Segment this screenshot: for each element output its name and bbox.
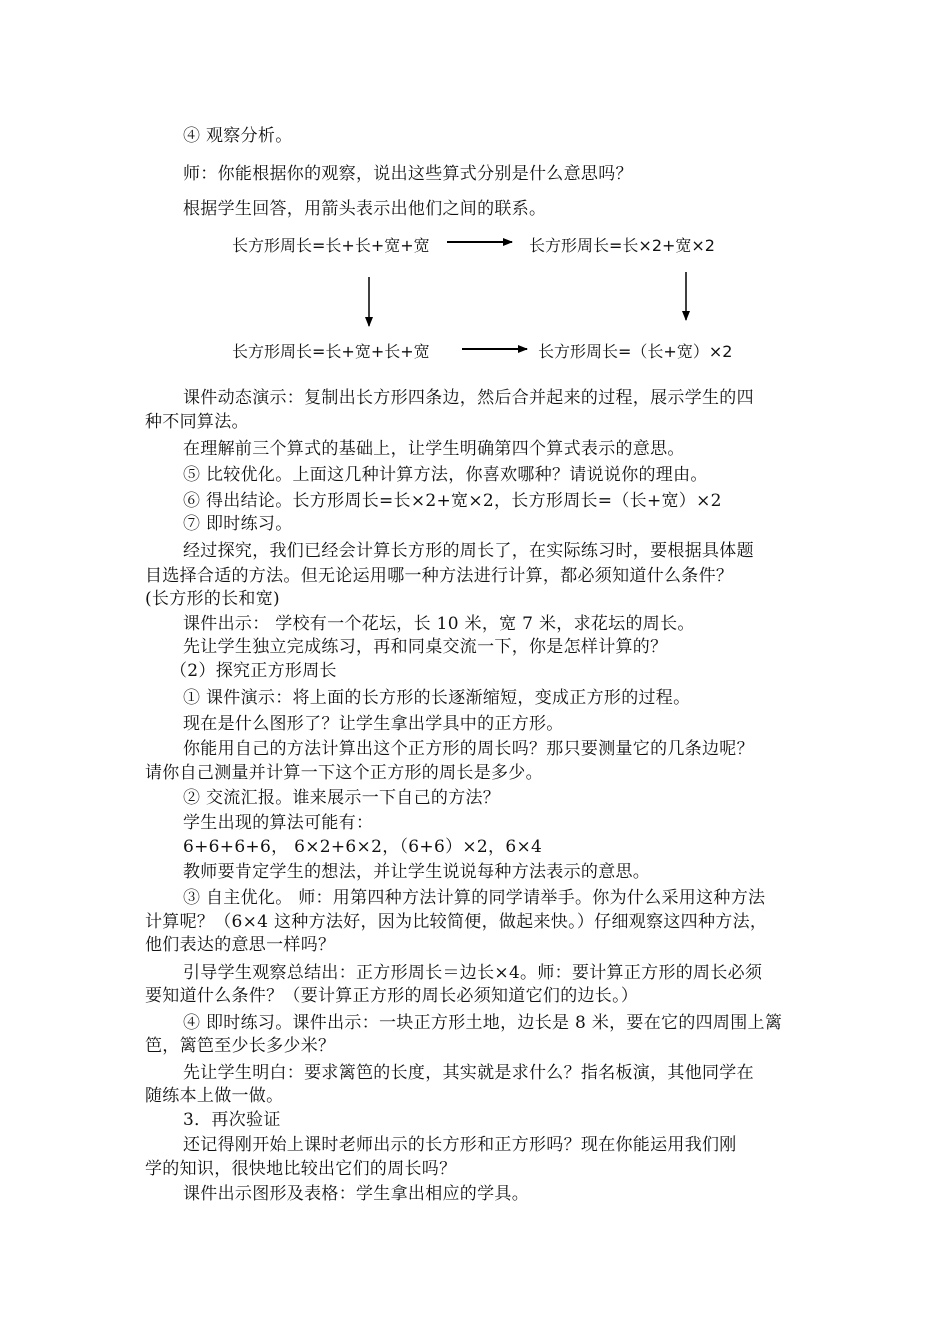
diagram-arrows bbox=[0, 222, 950, 372]
teacher-question: 师：你能根据你的观察，说出这些算式分别是什么意思吗？ bbox=[183, 164, 633, 184]
paragraph-line: ⑥ 得出结论。长方形周长=长×2+宽×2，长方形周长=（长+宽）×2 bbox=[183, 491, 722, 511]
paragraph-line: 学的知识，很快地比较出它们的周长吗？ bbox=[145, 1159, 457, 1179]
paragraph-line: 计算呢？（6×4 这种方法好，因为比较简便，做起来快。）仔细观察这四种方法， bbox=[145, 912, 768, 932]
paragraph-line: 还记得刚开始上课时老师出示的长方形和正方形吗？现在你能运用我们刚 bbox=[183, 1135, 737, 1155]
paragraph-line: 经过探究，我们已经会计算长方形的周长了，在实际练习时，要根据具体题 bbox=[183, 541, 754, 561]
formula-bottom-right: 长方形周长=（长+宽）×2 bbox=[538, 342, 733, 361]
step-observe-analyze: ④ 观察分析。 bbox=[183, 126, 293, 146]
paragraph-line: 教师要肯定学生的想法，并让学生说说每种方法表示的意思。 bbox=[183, 862, 651, 882]
paragraph-line: 课件出示： 学校有一个花坛，长 10 米，宽 7 米，求花坛的周长。 bbox=[183, 614, 695, 634]
section-heading: 3．再次验证 bbox=[183, 1110, 281, 1130]
paragraph-line: ④ 即时练习。课件出示：一块正方形土地，边长是 8 米，要在它的四周围上篱 bbox=[183, 1013, 783, 1033]
paragraph-line: 先让学生独立完成练习，再和同桌交流一下，你是怎样计算的？ bbox=[183, 637, 668, 657]
formula-top-left: 长方形周长=长+长+宽+宽 bbox=[232, 236, 430, 255]
paragraph-line: 现在是什么图形了？让学生拿出学具中的正方形。 bbox=[183, 714, 564, 734]
paragraph-line: 随练本上做一做。 bbox=[145, 1086, 284, 1106]
formula-arrow-diagram bbox=[0, 222, 950, 372]
paragraph-line: 先让学生明白：要求篱笆的长度，其实就是求什么？指名板演，其他同学在 bbox=[183, 1063, 754, 1083]
paragraph-line: 课件动态演示：复制出长方形四条边，然后合并起来的过程，展示学生的四 bbox=[183, 388, 754, 408]
paragraph-line: 学生出现的算法可能有： bbox=[183, 813, 374, 833]
formula-bottom-left: 长方形周长=长+宽+长+宽 bbox=[232, 342, 430, 361]
paragraph-line: 笆，篱笆至少长多少米？ bbox=[145, 1036, 336, 1056]
paragraph-line: 你能用自己的方法计算出这个正方形的周长吗？那只要测量它的几条边呢？ bbox=[183, 739, 754, 759]
paragraph-line: ⑦ 即时练习。 bbox=[183, 514, 293, 534]
paragraph-line: ② 交流汇报。谁来展示一下自己的方法？ bbox=[183, 788, 501, 808]
paragraph-line: 引导学生观察总结出：正方形周长＝边长×4。师：要计算正方形的周长必须 bbox=[183, 963, 763, 983]
paragraph-line: 目选择合适的方法。但无论运用哪一种方法进行计算，都必须知道什么条件？ bbox=[145, 566, 734, 586]
paragraph-line: ① 课件演示：将上面的长方形的长逐渐缩短，变成正方形的过程。 bbox=[183, 688, 691, 708]
paragraph-line: ③ 自主优化。 师：用第四种方法计算的同学请举手。你为什么采用这种方法 bbox=[183, 888, 766, 908]
section-heading: （2）探究正方形周长 bbox=[170, 661, 337, 681]
arrow-instruction: 根据学生回答，用箭头表示出他们之间的联系。 bbox=[183, 199, 547, 219]
paragraph-line: 种不同算法。 bbox=[145, 412, 249, 432]
paragraph-line: 课件出示图形及表格：学生拿出相应的学具。 bbox=[183, 1184, 529, 1204]
formula-top-right: 长方形周长=长×2+宽×2 bbox=[529, 236, 715, 255]
paragraph-line: 6+6+6+6， 6×2+6×2，（6+6）×2，6×4 bbox=[183, 837, 543, 857]
paragraph-line: 他们表达的意思一样吗？ bbox=[145, 935, 336, 955]
paragraph-line: 在理解前三个算式的基础上，让学生明确第四个算式表示的意思。 bbox=[183, 439, 685, 459]
paragraph-line: ⑤ 比较优化。上面这几种计算方法，你喜欢哪种？请说说你的理由。 bbox=[183, 465, 708, 485]
paragraph-line: 请你自己测量并计算一下这个正方形的周长是多少。 bbox=[145, 763, 543, 783]
paragraph-line: 要知道什么条件？（要计算正方形的周长必须知道它们的边长。） bbox=[145, 986, 639, 1006]
paragraph-line: (长方形的长和宽) bbox=[145, 589, 280, 609]
